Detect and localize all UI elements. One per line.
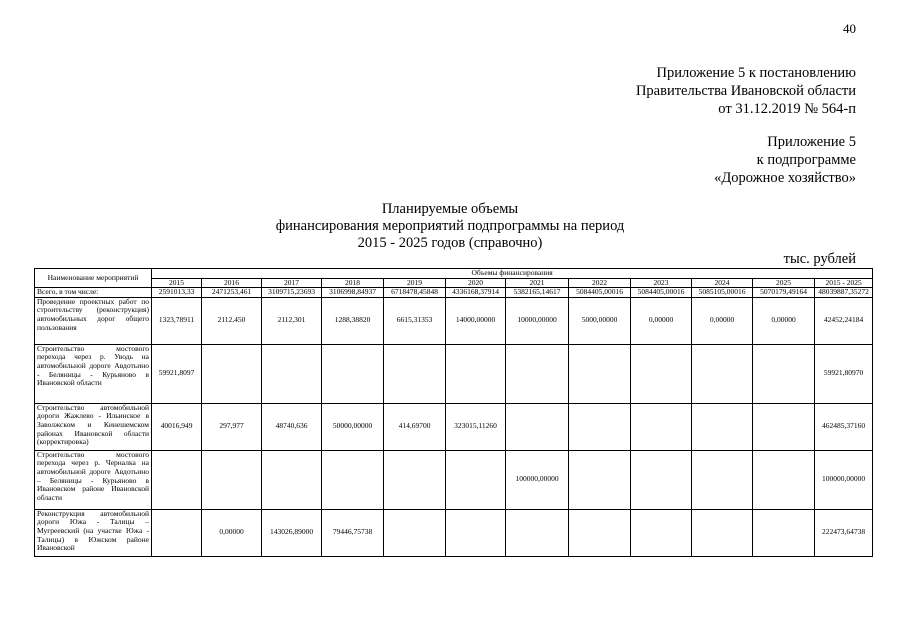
table-row bbox=[35, 297, 873, 344]
cell-value bbox=[692, 509, 753, 556]
title-line: Планируемые объемы bbox=[381, 201, 519, 217]
cell-value: 48039887,35272 bbox=[815, 288, 873, 298]
cell-value: 0,00000 bbox=[692, 297, 753, 344]
year-header: 2023 bbox=[631, 278, 692, 288]
cell-value: 5084405,00016 bbox=[569, 288, 631, 298]
cell-value: 40016,949 bbox=[152, 403, 202, 450]
table-row bbox=[35, 403, 873, 450]
subprogram-appendix-line: Приложение 5 bbox=[767, 134, 856, 150]
cell-value: 2471253,461 bbox=[202, 288, 262, 298]
cell-value bbox=[631, 344, 692, 403]
cell-value bbox=[262, 344, 322, 403]
cell-value bbox=[152, 509, 202, 556]
year-header: 2020 bbox=[446, 278, 506, 288]
year-header: 2018 bbox=[322, 278, 384, 288]
year-header: 2021 bbox=[506, 278, 569, 288]
row-name bbox=[35, 509, 152, 556]
cell-value: 143026,89000 bbox=[262, 509, 322, 556]
cell-value bbox=[569, 509, 631, 556]
subprogram-appendix-line: к подпрограмме bbox=[756, 152, 856, 168]
total-period-header: 2015 - 2025 bbox=[815, 278, 873, 288]
units-label: тыс. рублей bbox=[783, 251, 856, 267]
cell-value: 4336168,37914 bbox=[446, 288, 506, 298]
cell-value bbox=[384, 344, 446, 403]
cell-value: 59921,80970 bbox=[815, 344, 873, 403]
row-name: Строительство мостового перехода через р. Уводь на автомобильной дороге Авдотьино - Беляницы - Курьяново в Ивановской области bbox=[35, 344, 152, 403]
appendix-header-line: от 31.12.2019 № 564-п bbox=[718, 101, 856, 117]
subprogram-appendix-header bbox=[714, 133, 856, 187]
cell-value: 3106998,84937 bbox=[322, 288, 384, 298]
cell-value: 462485,37160 bbox=[815, 403, 873, 450]
cell-value bbox=[446, 450, 506, 509]
appendix-header-line: Правительства Ивановской области bbox=[635, 83, 856, 99]
row-name: Строительство мостового перехода через р. Черналка на автомобильной дороге Авдотьино – Беляницы - Курьяново в Ивановском районе Ивановской области bbox=[35, 450, 152, 509]
cell-value bbox=[631, 509, 692, 556]
cell-value bbox=[322, 450, 384, 509]
cell-value bbox=[569, 344, 631, 403]
cell-value: 48740,636 bbox=[262, 403, 322, 450]
cell-value bbox=[202, 344, 262, 403]
cell-value bbox=[152, 450, 202, 509]
row-name: Всего, в том числе: bbox=[35, 288, 152, 298]
table-row bbox=[35, 509, 873, 556]
cell-value: 2112,301 bbox=[262, 297, 322, 344]
cell-value bbox=[384, 509, 446, 556]
cell-value: 3109715,23693 bbox=[262, 288, 322, 298]
cell-value: 2591013,33 bbox=[152, 288, 202, 298]
cell-value bbox=[692, 450, 753, 509]
cell-value: 5382165,14617 bbox=[506, 288, 569, 298]
cell-value: 14000,00000 bbox=[446, 297, 506, 344]
cell-value bbox=[446, 509, 506, 556]
cell-value: 1323,78911 bbox=[152, 297, 202, 344]
document-title bbox=[190, 201, 710, 252]
row-name: Проведение проектных работ по строительству (реконструкция) автомобильных дорог общего пользования bbox=[35, 297, 152, 344]
cell-value: 323015,11260 bbox=[446, 403, 506, 450]
financing-group-header: Объемы финансирования bbox=[152, 269, 873, 279]
year-header: 2025 bbox=[753, 278, 815, 288]
cell-value: 222473,64738 bbox=[815, 509, 873, 556]
cell-value bbox=[262, 450, 322, 509]
cell-value bbox=[446, 344, 506, 403]
year-header: 2022 bbox=[569, 278, 631, 288]
table-row-total bbox=[35, 288, 873, 298]
cell-value bbox=[569, 450, 631, 509]
years-header-row bbox=[35, 278, 873, 288]
cell-value bbox=[506, 344, 569, 403]
cell-value: 10000,00000 bbox=[506, 297, 569, 344]
cell-value bbox=[692, 344, 753, 403]
cell-value: 2112,450 bbox=[202, 297, 262, 344]
cell-value: 5084405,00016 bbox=[631, 288, 692, 298]
cell-value bbox=[384, 450, 446, 509]
year-header: 2015 bbox=[152, 278, 202, 288]
cell-value: 50000,00000 bbox=[322, 403, 384, 450]
name-column-header: Наименование мероприятий bbox=[35, 269, 152, 288]
cell-value: 297,977 bbox=[202, 403, 262, 450]
cell-value: 0,00000 bbox=[631, 297, 692, 344]
cell-value: 5085105,00016 bbox=[692, 288, 753, 298]
cell-value: 79446,75738 bbox=[322, 509, 384, 556]
cell-value bbox=[202, 450, 262, 509]
title-line: финансирования мероприятий подпрограммы на период bbox=[275, 218, 625, 234]
row-name-text: Реконструкция автомобильной дороги Южа - Талицы – Мугреевский (на участке Южа - Талицы) в Южском районе Ивановской bbox=[37, 509, 149, 553]
cell-value: 100000,00000 bbox=[815, 450, 873, 509]
cell-value: 414,69700 bbox=[384, 403, 446, 450]
appendix-header bbox=[636, 64, 856, 118]
cell-value: 42452,24184 bbox=[815, 297, 873, 344]
year-header: 2016 bbox=[202, 278, 262, 288]
cell-value bbox=[506, 403, 569, 450]
year-header: 2019 bbox=[384, 278, 446, 288]
table-header-row bbox=[35, 269, 873, 279]
cell-value: 5070179,49164 bbox=[753, 288, 815, 298]
subprogram-appendix-line: «Дорожное хозяйство» bbox=[714, 170, 856, 186]
title-line: 2015 - 2025 годов (справочно) bbox=[357, 235, 543, 251]
cell-value bbox=[631, 450, 692, 509]
cell-value: 1288,38820 bbox=[322, 297, 384, 344]
cell-value bbox=[753, 450, 815, 509]
cell-value bbox=[753, 344, 815, 403]
cell-value bbox=[631, 403, 692, 450]
cell-value: 5000,00000 bbox=[569, 297, 631, 344]
year-header: 2017 bbox=[262, 278, 322, 288]
cell-value bbox=[753, 403, 815, 450]
cell-value bbox=[569, 403, 631, 450]
cell-value: 6615,31353 bbox=[384, 297, 446, 344]
page-number: 40 bbox=[843, 21, 856, 36]
cell-value bbox=[753, 509, 815, 556]
cell-value: 6718478,45848 bbox=[384, 288, 446, 298]
cell-value: 0,00000 bbox=[202, 509, 262, 556]
cell-value: 100000,00000 bbox=[506, 450, 569, 509]
row-name: Строительство автомобильной дороги Жажлево - Ильинское в Заволжском и Кинешемском районах Ивановской области (корректировка) bbox=[35, 403, 152, 450]
appendix-header-line: Приложение 5 к постановлению bbox=[656, 65, 856, 81]
cell-value bbox=[692, 403, 753, 450]
cell-value: 0,00000 bbox=[753, 297, 815, 344]
table-row bbox=[35, 344, 873, 403]
table-row bbox=[35, 450, 873, 509]
cell-value bbox=[322, 344, 384, 403]
cell-value: 59921,8097 bbox=[152, 344, 202, 403]
cell-value bbox=[506, 509, 569, 556]
financing-table bbox=[34, 268, 873, 557]
year-header: 2024 bbox=[692, 278, 753, 288]
